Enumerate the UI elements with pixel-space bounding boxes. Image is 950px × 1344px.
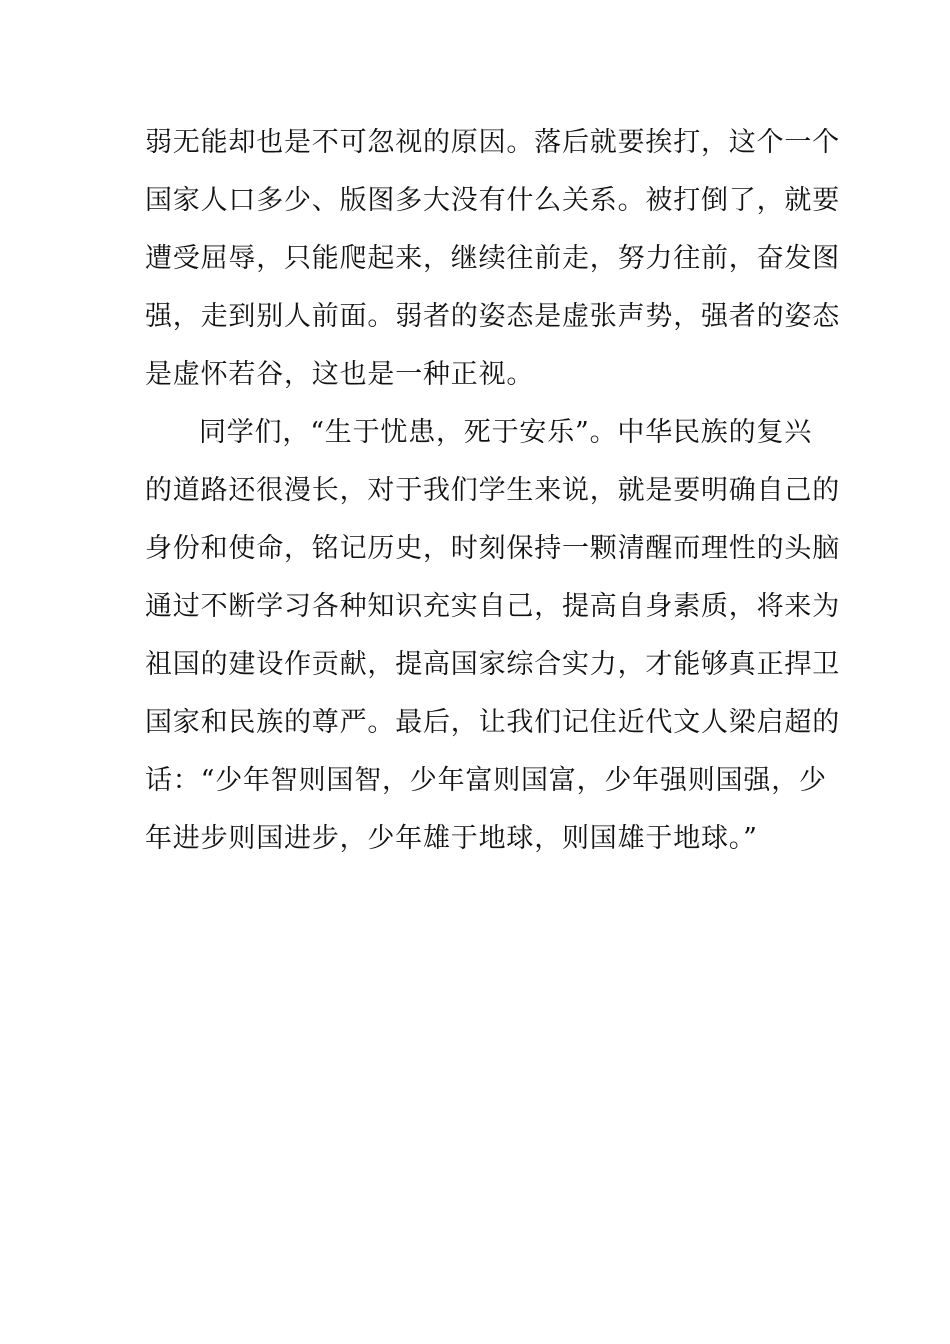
text-line: 遭受屈辱，只能爬起来，继续往前走，努力往前，奋发图 bbox=[145, 243, 840, 274]
text-line: 的道路还很漫长，对于我们学生来说，就是要明确自己的 bbox=[145, 475, 840, 506]
paragraph-1 bbox=[145, 114, 840, 404]
text-line: 身份和使命，铭记历史，时刻保持一颗清醒而理性的头脑 bbox=[145, 533, 840, 564]
text-line: 同学们，“生于忧患，死于安乐”。中华民族的复兴 bbox=[199, 417, 813, 448]
text-line: 弱无能却也是不可忽视的原因。落后就要挨打，这个一个 bbox=[145, 127, 840, 158]
text-line: 话：“少年智则国智，少年富则国富，少年强则国强，少 bbox=[145, 765, 827, 796]
text-line: 国家和民族的尊严。最后，让我们记住近代文人梁启超的 bbox=[145, 707, 840, 738]
text-line: 是虚怀若谷，这也是一种正视。 bbox=[145, 359, 535, 390]
paragraph-2 bbox=[145, 404, 840, 868]
body-text bbox=[145, 114, 840, 868]
text-line: 祖国的建设作贡献，提高国家综合实力，才能够真正捍卫 bbox=[145, 649, 840, 680]
text-line: 年进步则国进步，少年雄于地球，则国雄于地球。” bbox=[145, 823, 758, 854]
text-line: 强，走到别人前面。弱者的姿态是虚张声势，强者的姿态 bbox=[145, 301, 840, 332]
text-line: 国家人口多少、版图多大没有什么关系。被打倒了，就要 bbox=[145, 185, 840, 216]
text-line: 通过不断学习各种知识充实自己，提高自身素质，将来为 bbox=[145, 591, 840, 622]
